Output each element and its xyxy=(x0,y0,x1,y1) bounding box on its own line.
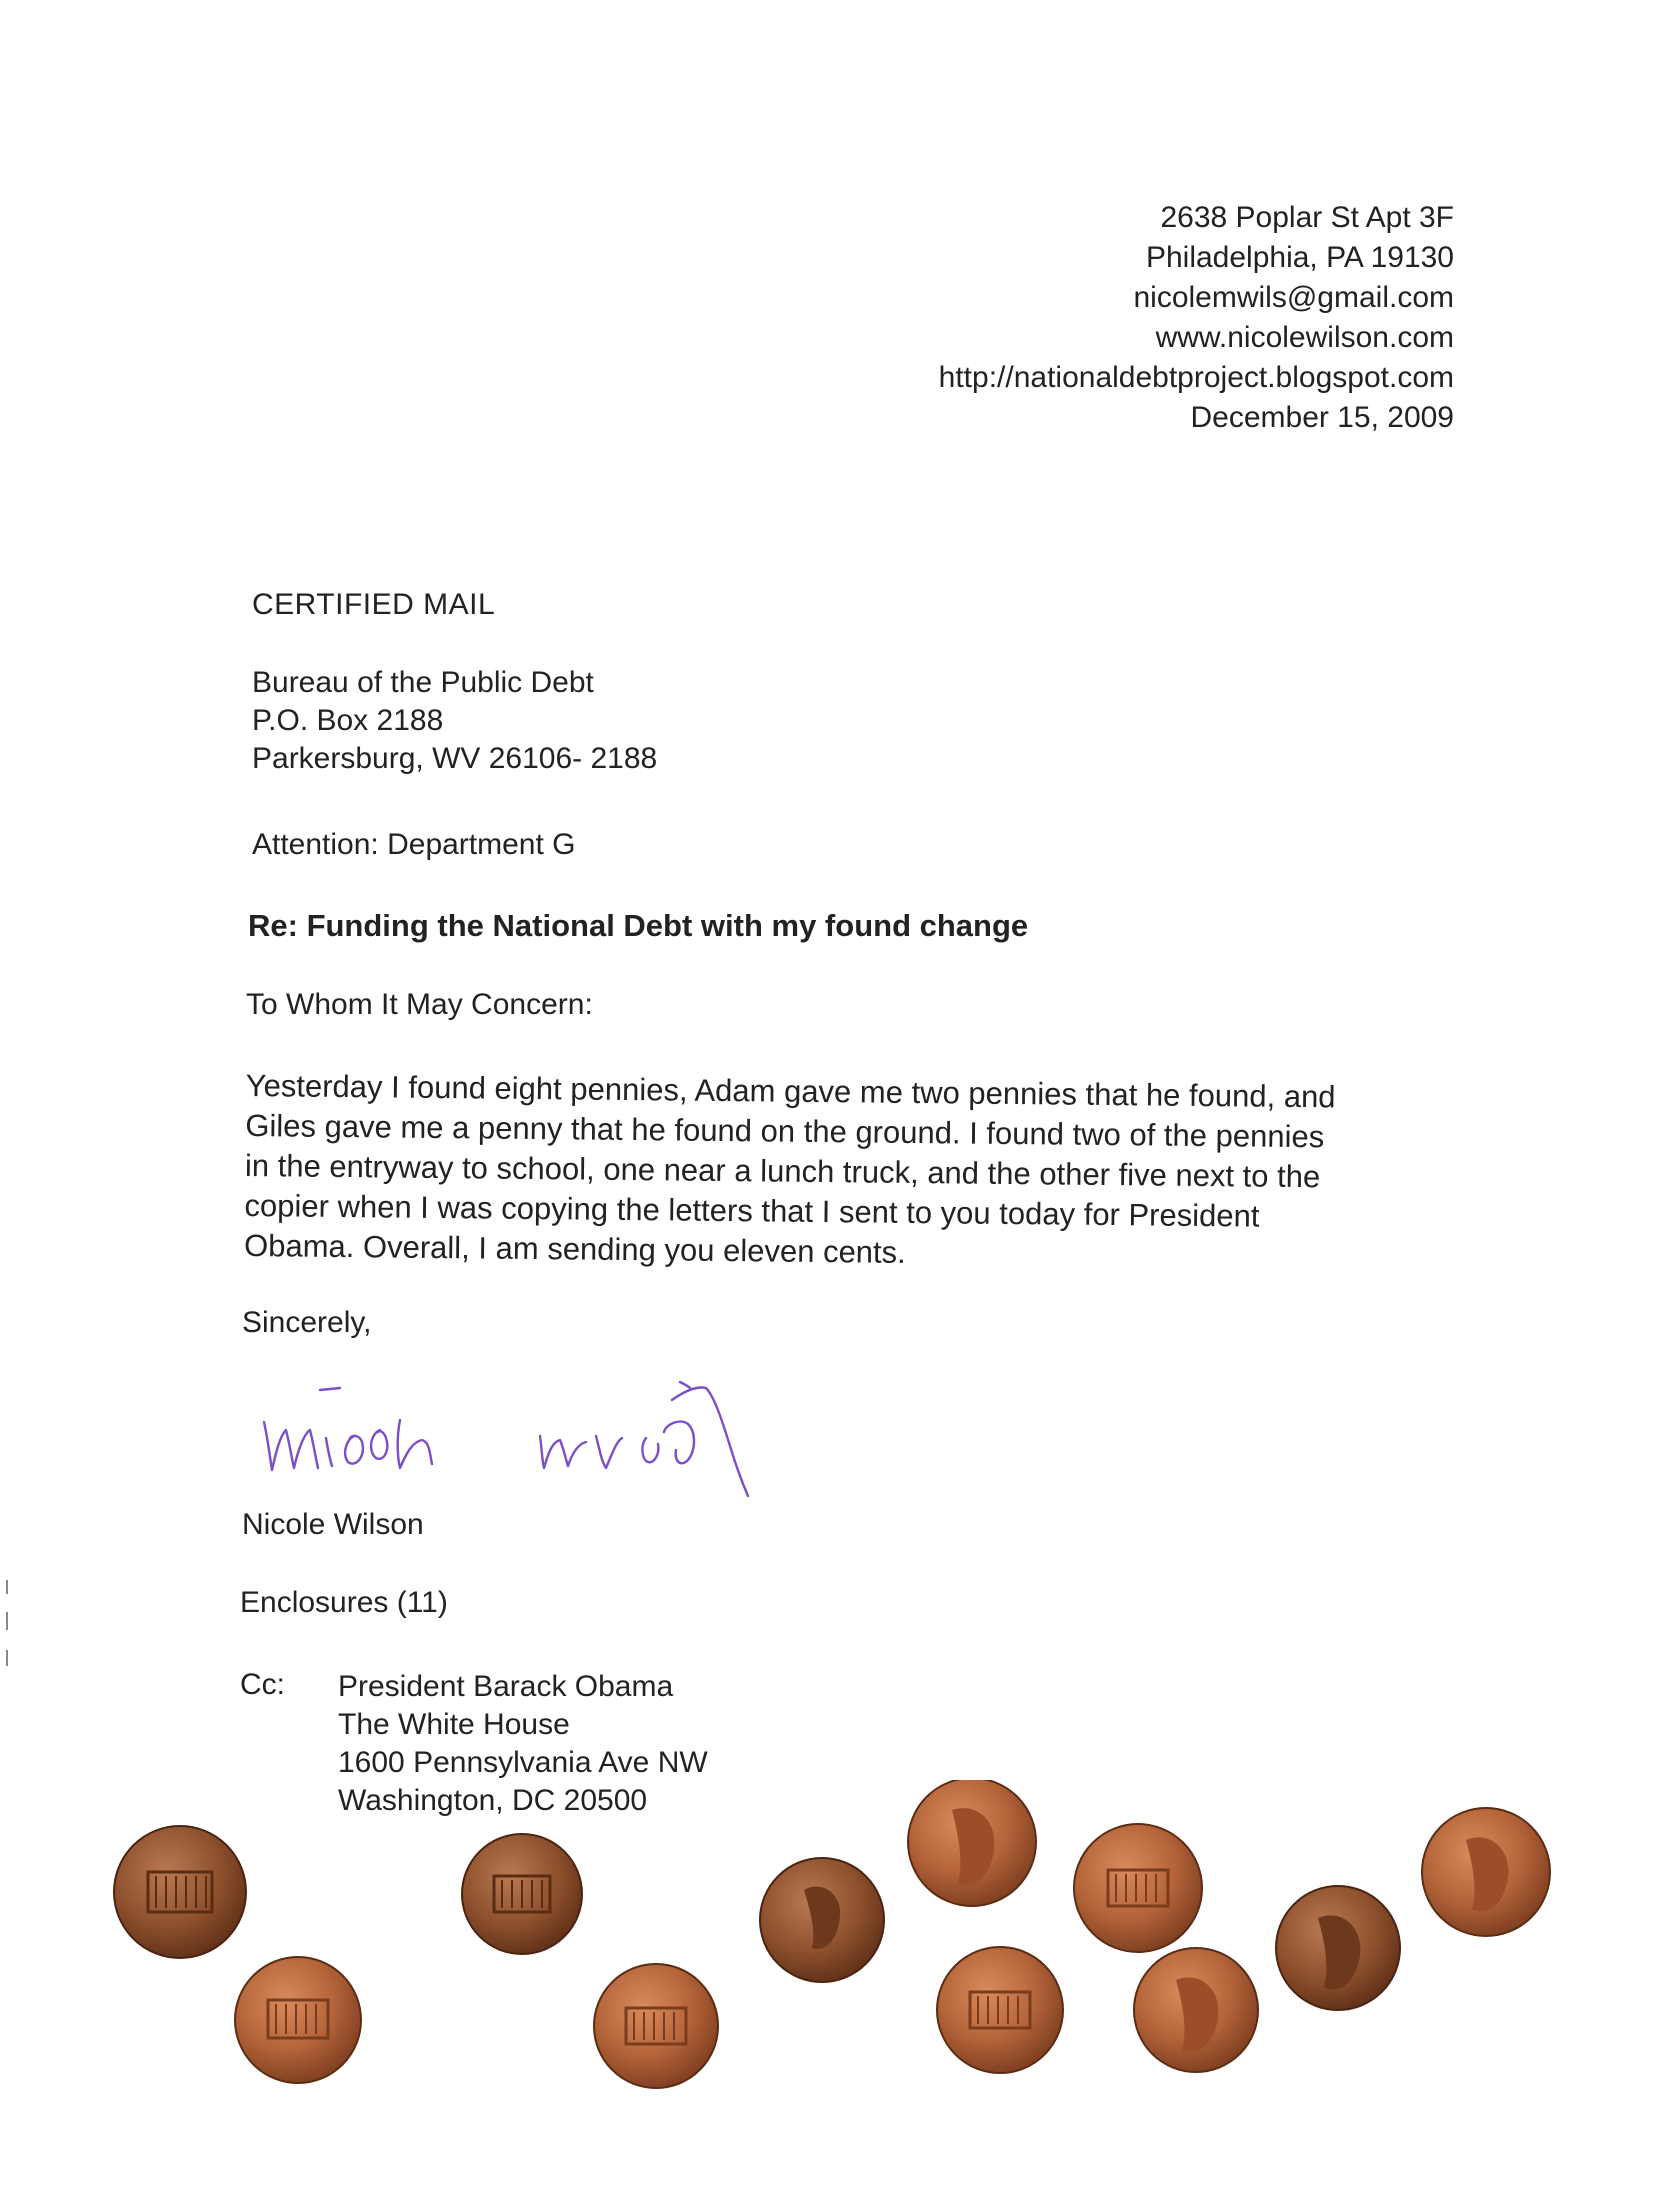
cc-line: Washington, DC 20500 xyxy=(338,1784,648,1817)
penny-11 xyxy=(1422,1808,1550,1936)
penny-4 xyxy=(594,1964,718,2088)
scan-artifact xyxy=(6,1650,8,1666)
subject-line: Re: Funding the National Debt with my found change xyxy=(248,908,1029,943)
sender-email: nicolemwils@gmail.com xyxy=(1133,281,1454,314)
handwritten-signature xyxy=(250,1360,870,1520)
letter-body xyxy=(244,1066,1446,1279)
sender-website: www.nicolewilson.com xyxy=(1155,321,1454,354)
scan-artifact xyxy=(6,1580,8,1594)
salutation: To Whom It May Concern: xyxy=(246,988,593,1021)
scan-artifact xyxy=(6,1612,8,1630)
recipient-po-box: P.O. Box 2188 xyxy=(252,704,444,737)
recipient-name: Bureau of the Public Debt xyxy=(252,666,594,699)
body-line: copier when I was copying the letters that I sent to you today for President xyxy=(244,1187,1260,1234)
body-line: Yesterday I found eight pennies, Adam gave me two pennies that he found, and xyxy=(245,1067,1336,1115)
recipient-address-block xyxy=(252,664,657,778)
sender-address-block xyxy=(939,198,1454,438)
mail-type: CERTIFIED MAIL xyxy=(252,588,496,621)
cc-line: The White House xyxy=(338,1708,570,1741)
closing: Sincerely, xyxy=(242,1306,372,1339)
body-line: in the entryway to school, one near a lunch truck, and the other five next to the xyxy=(244,1147,1321,1195)
sender-blog: http://nationaldebtproject.blogspot.com xyxy=(938,361,1454,394)
cc-label: Cc: xyxy=(240,1668,285,1701)
sender-city: Philadelphia, PA 19130 xyxy=(1145,241,1454,274)
printed-name: Nicole Wilson xyxy=(242,1508,424,1541)
sender-street: 2638 Poplar St Apt 3F xyxy=(1160,201,1454,234)
recipient-city: Parkersburg, WV 26106- 2188 xyxy=(252,742,658,775)
body-line: Giles gave me a penny that he found on the ground. I found two of the pennies xyxy=(245,1107,1325,1155)
attention-line: Attention: Department G xyxy=(252,828,576,861)
cc-line: President Barack Obama xyxy=(338,1670,674,1703)
penny-9 xyxy=(1134,1948,1258,2072)
enclosures-line: Enclosures (11) xyxy=(240,1586,448,1619)
penny-7 xyxy=(937,1947,1063,2073)
penny-1 xyxy=(114,1826,246,1958)
penny-10 xyxy=(1276,1886,1400,2010)
letter-date: December 15, 2009 xyxy=(1190,401,1454,434)
penny-3 xyxy=(462,1834,582,1954)
enclosed-pennies xyxy=(0,1780,1680,2200)
penny-2 xyxy=(235,1957,361,2083)
penny-8 xyxy=(1074,1824,1202,1952)
penny-6 xyxy=(908,1780,1036,1906)
cc-line: 1600 Pennsylvania Ave NW xyxy=(338,1746,708,1779)
body-line: Obama. Overall, I am sending you eleven cents. xyxy=(243,1227,906,1270)
penny-5 xyxy=(760,1858,884,1982)
